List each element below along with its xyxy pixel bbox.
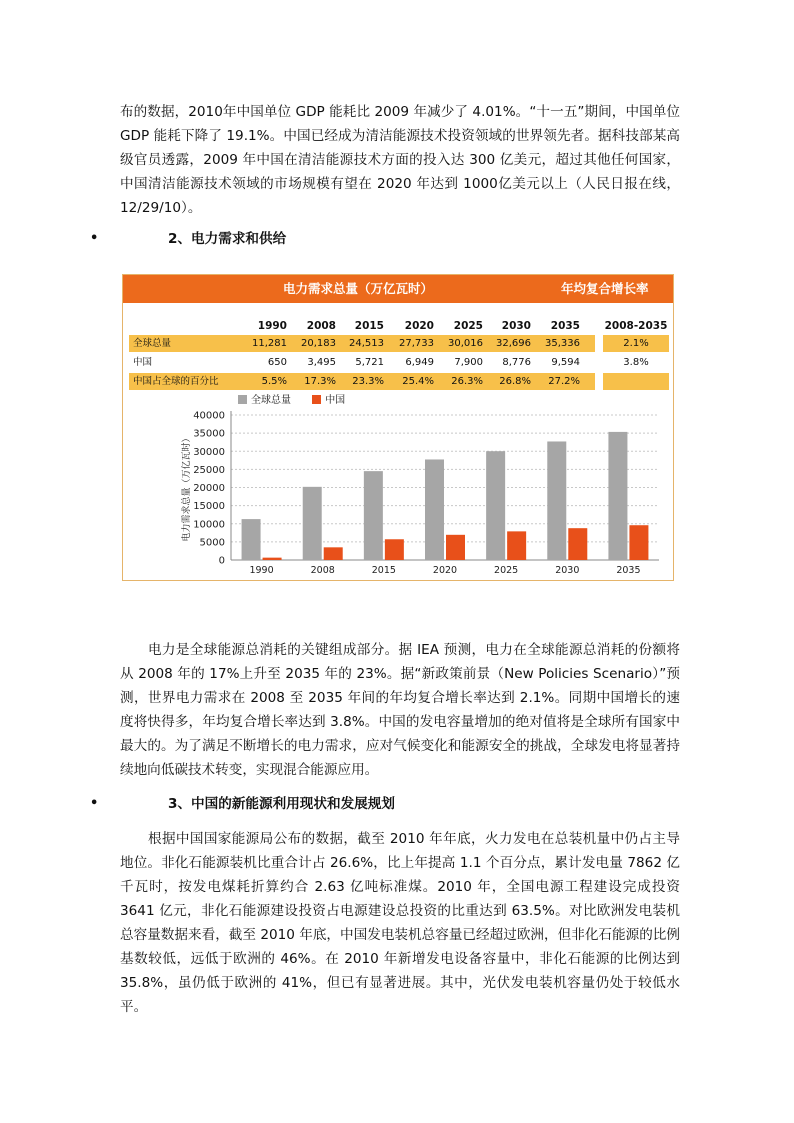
x-tick-label: 2020 (432, 565, 458, 576)
row-label: 中国 (133, 357, 153, 368)
year-header-cell: 2008 (306, 320, 336, 332)
section-heading-new-energy (90, 792, 690, 816)
bullet-icon: • (90, 231, 99, 246)
intro-paragraph: 布的数据，2010年中国单位 GDP 能耗比 2009 年减少了 4.01%。“十一五”期间，中国单位 GDP 能耗下降了 19.1%。中国已经成为清洁能源技术投资领域的世界领先者。据科技部某高级官员透露，2009 年中国在清洁能源技术方面的投入达 300 亿美元，超过其他任何国家，中国清洁能源技术领域的市场规模有望在 2020 年达到 1000亿美元以上（人民日报在线，12/29/10）。 (120, 104, 680, 216)
header-right-label: 年均复合增长率（%） (561, 281, 649, 324)
table-cell: 27,733 (399, 338, 434, 349)
year-header-cell: 2020 (404, 320, 434, 332)
table-cell: 11,281 (252, 338, 287, 349)
new-energy-paragraph: 根据中国国家能源局公布的数据，截至 2010 年年底，火力发电在总装机量中仍占主导地位。非化石能源装机比重合计占 26.6%，比上年提高 1.1 个百分点，累计发电量 7862 亿千瓦时，按发电煤耗折算约合 2.63 亿吨标准煤。2010 年，全国电源工程建设完成投资 3641 亿元，非化石能源建设投资占电源建设总投资的比重达到 63.5%。对比欧洲发电装机总容量数据来看，截至 2010 年底，中国发电装机总容量已经超过欧洲，但非化石能源的比例基数较低，远低于欧洲的 46%。在 2010 年新增发电设备容量中，非化石能源的比例达到 35.8%，虽仍低于欧洲的 41%，但已有显著进展。其中，光伏发电装机容量仍处于较低水平。 (120, 831, 680, 1015)
year-header-cell: 2030 (501, 320, 531, 332)
x-tick-label: 2025 (494, 565, 519, 576)
table-cell: 25.4% (402, 376, 434, 387)
table-cell: 23.3% (352, 376, 384, 387)
table-cell: 24,513 (349, 338, 384, 349)
section-heading-power (90, 227, 690, 251)
world-bar (608, 432, 627, 560)
table-cell: 9,594 (551, 357, 580, 368)
row-label: 中国占全球的百分比 (133, 376, 219, 387)
cagr-header-cell: 2008-2035 (604, 320, 668, 332)
table-cell: 5,721 (355, 357, 384, 368)
table-cell: 5.5% (261, 376, 287, 387)
row-label: 全球总量 (133, 338, 172, 349)
y-tick-label: 10000 (193, 519, 225, 531)
year-header-cell: 2015 (354, 320, 384, 332)
heading-text: 2、电力需求和供给 (168, 231, 287, 247)
power-demand-figure (122, 274, 674, 581)
china-bar (324, 547, 343, 560)
table-cell: 17.3% (304, 376, 336, 387)
cagr-cell: 3.8% (603, 354, 669, 371)
china-bar (507, 531, 526, 560)
y-tick-label: 30000 (193, 446, 225, 458)
china-bar (385, 539, 404, 560)
year-header-cell: 2035 (550, 320, 580, 332)
x-tick-label: 2035 (616, 565, 641, 576)
year-header-cell: 2025 (453, 320, 483, 332)
table-cell: 26.3% (451, 376, 483, 387)
y-axis-label: 电力需求总量（万亿瓦时） (182, 433, 192, 542)
x-tick-label: 2008 (310, 565, 335, 576)
y-tick-label: 35000 (193, 428, 225, 440)
table-cell: 8,776 (502, 357, 531, 368)
bullet-icon: • (90, 796, 99, 811)
world-bar (364, 471, 383, 560)
electricity-paragraph: 电力是全球能源总消耗的关键组成部分。据 IEA 预测，电力在全球能源总消耗的份额将从 2008 年的 17%上升至 2035 年的 23%。据“新政策前景（New Policies Scenario）”预测，世界电力需求在 2008 至 2035 年间的年均复合增长率达到 2.1%。同期中国增长的速度将快得多，年均复合增长率达到 3.8%。中国的发电容量增加的绝对值将是全球所有国家中最大的。为了满足不断增长的电力需求，应对气候变化和能源安全的挑战，全球发电将显著持续地向低碳技术转变，实现混合能源应用。 (120, 642, 680, 778)
world-bar (486, 451, 505, 560)
table-cell: 30,016 (448, 338, 483, 349)
china-bar (263, 558, 282, 560)
table-cell: 20,183 (301, 338, 336, 349)
table-cell: 7,900 (454, 357, 483, 368)
y-tick-label: 15000 (193, 501, 225, 513)
legend-world-label: 全球总量 (251, 395, 291, 406)
world-bar (547, 441, 566, 560)
y-tick-label: 5000 (199, 537, 225, 549)
china-bar (629, 525, 648, 560)
china-bar (568, 528, 587, 560)
world-bar (242, 519, 261, 560)
x-tick-label: 2015 (371, 565, 396, 576)
y-tick-label: 25000 (193, 464, 225, 476)
table-cell: 3,495 (307, 357, 336, 368)
x-tick-label: 2030 (555, 565, 580, 576)
world-bar (425, 459, 444, 560)
table-cell: 35,336 (545, 338, 580, 349)
y-tick-label: 0 (218, 555, 225, 567)
year-header-cell: 1990 (257, 320, 287, 332)
table-cell: 6,949 (405, 357, 434, 368)
china-bar (446, 535, 465, 560)
cagr-cell: 2.1% (603, 335, 669, 352)
y-tick-label: 40000 (193, 410, 225, 422)
bar-chart (123, 275, 673, 580)
table-cell: 26.8% (499, 376, 531, 387)
legend-china-label: 中国 (325, 395, 346, 406)
world-bar (303, 487, 322, 560)
x-tick-label: 1990 (249, 565, 274, 576)
table-cell: 650 (267, 357, 287, 368)
y-tick-label: 20000 (193, 483, 225, 494)
table-cell: 27.2% (548, 376, 580, 387)
heading-text: 3、中国的新能源利用现状和发展规划 (168, 796, 395, 812)
table-cell: 32,696 (496, 338, 531, 349)
header-left-label: 电力需求总量（万亿瓦时） (283, 281, 434, 296)
